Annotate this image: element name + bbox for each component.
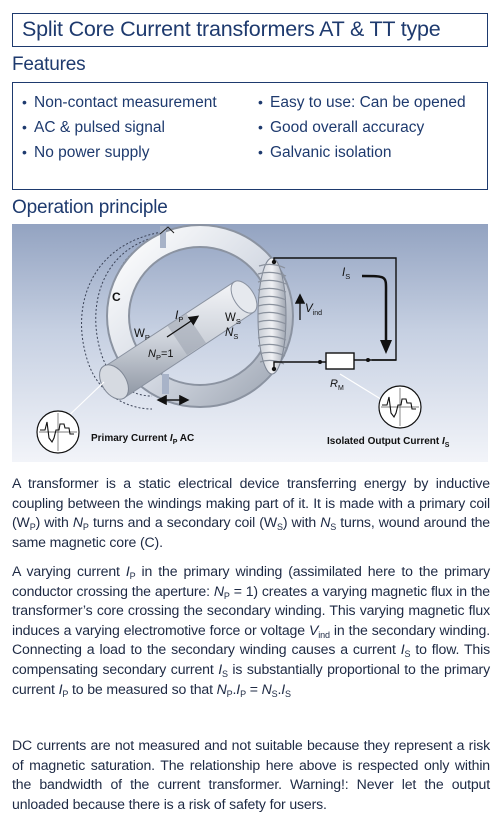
vind-label: $V_{ind}$ [305, 303, 323, 317]
feature-item [22, 140, 217, 165]
secondary-winding [258, 258, 286, 374]
np-label: $N_P=1$ [148, 348, 174, 362]
feature-label: No power supply [34, 144, 150, 161]
ns-label: $N_S$ [225, 327, 239, 341]
feature-label: AC & pulsed signal [34, 119, 165, 136]
operation-heading: Operation principle [12, 197, 168, 218]
paragraph-operation-explanation: A varying current $I_P$ in the primary winding (assimilated here to the primary conductor crossing the aperture: $N_P = 1$) creates a varying magnetic flux in the transformer’s core crossing the secondary winding. This varying magnetic flux induces a varying electromotive force or voltage $V_{ind}$ in the secondary winding. Connecting a load to the secondary winding causes a current $I_S$ to flow. This compensating secondary current $I_S$ is substantially proportional to the primary current $I_P$ to be measured so that $N_P.I_P = N_S.I_S$ [12, 563, 491, 699]
wp-label: $W_P$ [134, 328, 150, 342]
core-gap-bottom [162, 374, 169, 394]
ip-label: $I_P$ [175, 308, 184, 324]
primary-scope-icon [37, 411, 79, 453]
features-list-left [22, 90, 217, 165]
features-heading: Features [12, 54, 86, 75]
bullet-icon: • [258, 144, 263, 160]
features-box [12, 82, 488, 190]
ws-label: $W_S$ [225, 312, 241, 326]
load-resistor [326, 353, 354, 369]
output-scope-icon [379, 386, 421, 428]
feature-item [22, 115, 217, 140]
bullet-icon: • [22, 144, 27, 160]
bullet-icon: • [258, 119, 263, 135]
bullet-icon: • [22, 94, 27, 110]
feature-label: Good overall accuracy [270, 119, 425, 136]
feature-label: Non-contact measurement [34, 94, 217, 111]
transformer-illustration [12, 224, 488, 462]
operation-diagram [12, 224, 488, 462]
core-label: C [112, 290, 121, 304]
feature-item [258, 140, 466, 165]
feature-label: Galvanic isolation [270, 144, 392, 161]
feature-label: Easy to use: Can be opened [270, 94, 466, 111]
output-caption: Isolated Output Current $I_S$ [327, 436, 450, 449]
feature-item [258, 115, 466, 140]
paragraph-transformer-definition: A transformer is a static electrical device transferring energy by inductive coupling between the windings making part of it. It is made with a primary coil $(W_P)$ with $N_P$ turns and a secondary coil $(W_S)$ with $N_S$ turns, wound around the same magnetic core (C). [12, 475, 490, 550]
page-title: Split Core Current transformers AT & TT type [12, 13, 488, 47]
bullet-icon: • [22, 119, 27, 135]
paragraph-dc-warning: DC currents are not measured and not suitable because they represent a risk of magnetic saturation. The relationship here above is respected only within the bandwidth of the current transformer. Warning!: Never let the output unloaded because there is a risk of safety for users. [12, 737, 490, 812]
features-list-right [258, 90, 466, 165]
primary-caption: Primary Current $I_P$ AC [91, 433, 195, 446]
bullet-icon: • [258, 94, 263, 110]
feature-item [22, 90, 217, 115]
ratio-equation: $N_P.I_P = N_S.I_S$ [216, 680, 291, 699]
feature-item [258, 90, 466, 115]
rm-label: $R_M$ [330, 378, 344, 392]
is-label: $I_S$ [342, 267, 351, 281]
